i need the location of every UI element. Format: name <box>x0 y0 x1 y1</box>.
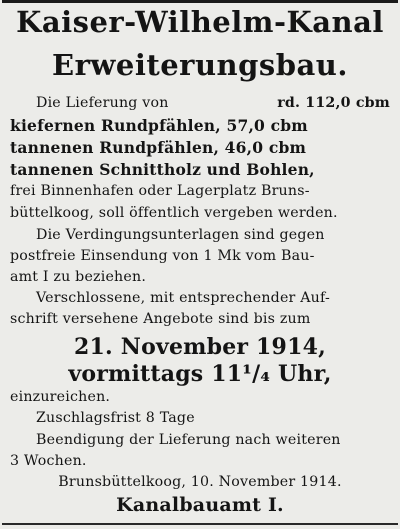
top-rule <box>2 0 398 3</box>
delivery-line-2: 3 Wochen. <box>10 453 87 469</box>
paragraph-2-line-2: postfreie Einsendung von 1 Mk vom Bau- <box>10 248 315 264</box>
delivery-intro: Die Lieferung von <box>36 95 169 111</box>
paragraph-2-line-3: amt I zu beziehen. <box>10 269 147 285</box>
paragraph-1-line-1 <box>10 96 390 110</box>
paragraph-1-line-4: tannenen Schnittholz und Bohlen, <box>10 160 315 179</box>
heading-line-1: Kaiser-Wilhelm-Kanal <box>16 5 384 39</box>
paragraph-1-line-6: büttelkoog, soll öffentlich vergeben werden. <box>10 205 338 221</box>
submit-note: einzureichen. <box>10 389 111 405</box>
paragraph-3-line-2: schrift versehene Angebote sind bis zum <box>10 311 311 327</box>
paragraph-3-line-1: Verschlossene, mit entsprechender Auf- <box>36 290 330 306</box>
paragraph-1-line-5: frei Binnenhafen oder Lagerplatz Bruns- <box>10 183 310 199</box>
issuing-office: Kanalbauamt I. <box>116 494 284 516</box>
paragraph-1-line-3: tannenen Rundpfählen, 46,0 cbm <box>10 138 307 157</box>
place-and-date: Brunsbüttelkoog, 10. November 1914. <box>58 474 342 490</box>
quantity-total: rd. 112,0 cbm <box>277 95 390 111</box>
heading-line-2: Erweiterungsbau. <box>52 48 348 82</box>
paragraph-2-line-1: Die Verdingungsunterlagen sind gegen <box>36 227 325 243</box>
paragraph-1-line-2: kiefernen Rundpfählen, 57,0 cbm <box>10 116 308 135</box>
bottom-rule <box>2 523 398 525</box>
award-deadline: Zuschlagsfrist 8 Tage <box>36 410 195 426</box>
submission-time: vormittags 11¹/₄ Uhr, <box>68 361 332 387</box>
submission-date: 21. November 1914, <box>74 334 326 360</box>
delivery-line-1: Beendigung der Lieferung nach weiteren <box>36 432 341 448</box>
